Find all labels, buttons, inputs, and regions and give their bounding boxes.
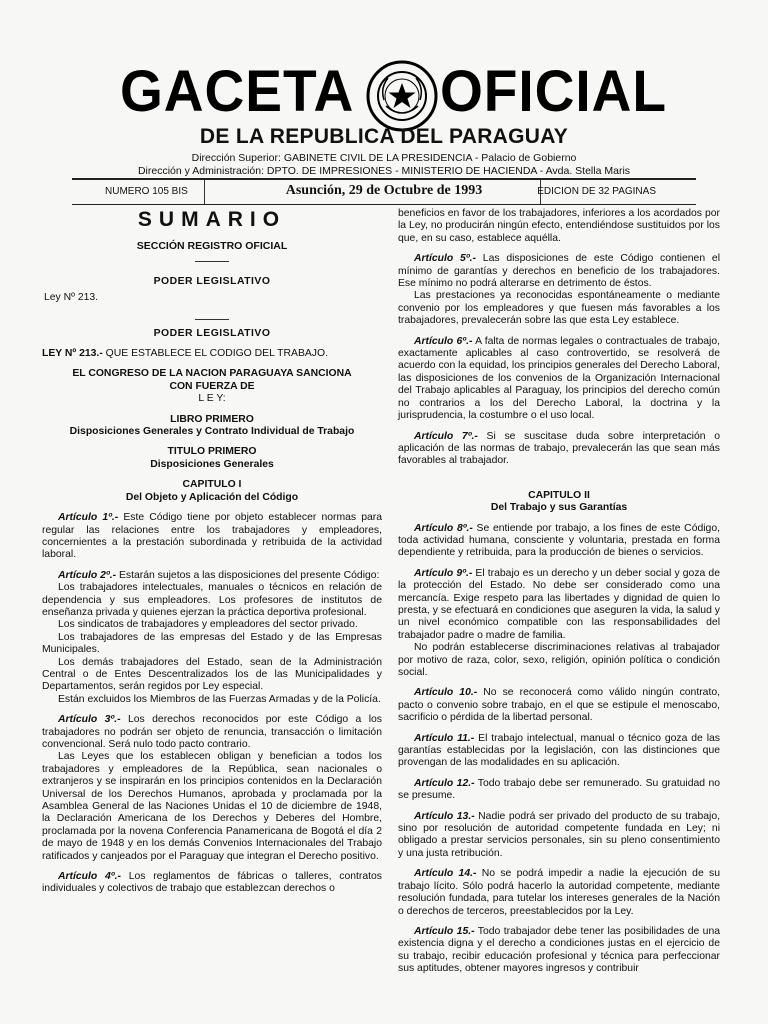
article-14: Artículo 14.- No se podrá impedir a nadie la ejecución de su trabajo lícito. Sólo podrá hacerlo la autoridad competente, mediante resolución fundada, para tutelar los intereses generales de la Nación o derechos de terceros, preestablecidos por la Ley. (398, 868, 720, 917)
national-seal-icon (366, 60, 438, 132)
ley-title: LEY Nº 213.- QUE ESTABLECE EL CODIGO DEL TRABAJO. (42, 348, 328, 360)
article-15: Artículo 15.- Todo trabajador debe tener las posibilidades de una existencia digna y el derecho a condiciones justas en el ejercicio de su trabajo, recibir educación profesional y técnica para perfeccionar sus aptitudes, obtener mayores ingresos y contribuir (398, 925, 721, 975)
left-column (42, 208, 382, 896)
issue-info-band (72, 178, 696, 205)
article-paragraph: Los demás trabajadores del Estado, sean de la Administración Central o de Entes Descentralizados los de las Municipalidades y Departamentos, serán regidos por Ley especial. (42, 656, 382, 693)
article-1: Artículo 1º.- Este Código tiene por objeto establecer normas para regular las relaciones entre los trabajadores y empleadores, concernientes a la prestación subordinada y retribuida de la actividad laboral. (42, 512, 383, 561)
titulo-subheading: Disposiciones Generales (150, 458, 274, 470)
article-3: Artículo 3º.- Los derechos reconocidos por este Código a los trabajadores no podrán ser objeto de renuncia, transacción o limitación convencional. Será nulo todo pacto contrario. (42, 714, 382, 750)
capitulo-subheading: Del Objeto y Aplicación del Código (125, 491, 299, 503)
article-4: Artículo 4º.- Los reglamentos de fábricas o talleres, contratos individuales y colectivos de trabajo que establezcan derechos o (42, 871, 383, 895)
congreso-line: CON FUERZA DE (169, 380, 255, 392)
article-11: Artículo 11.- El trabajo intelectual, manual o técnico goza de las garantías establecidas por la legislación, con las distinciones que provengan de las modalidades en su aplicación. (398, 732, 720, 769)
issue-number: NUMERO 105 BIS (105, 186, 188, 197)
libro-heading: LIBRO PRIMERO (170, 413, 254, 425)
ley-reference: Ley Nº 213. (44, 292, 99, 304)
masthead-word-right: OFICIAL (440, 59, 668, 124)
article-6: Artículo 6º.- A falta de normas legales o contractuales de trabajo, exactamente aplicables al caso controvertido, se resolverá de acuerdo con la equidad, los principios generales del Derecho Laboral, las disposiciones de los convenios de la Organización Internacional del Trabajo aplicables al Paraguay, los principios del derecho común no contrarios a los del Derecho Laboral, la doctrina y la jurisprudencia, la costumbre o el uso local. (398, 335, 720, 422)
article-paragraph: Las Leyes que los establecen obligan y benefician a todos los trabajadores y empleadores de la República, sean nacionales o extranjeros y se inspirarán en los principios contenidos en la Declaración Universal de los Derechos Humanos, aprobada y proclamada por la Asamblea General de las Naciones Unidas el 10 de diciembre de 1948, la Declaración Americana de los Derechos y Deberes del Hombre, proclamada por la novena Conferencia Panamericana de Bogotá el día 2 de mayo de 1948 y en los demás Convenios Internacionales del Trabajo ratificados y canjeados por el Paraguay que integran el Derecho positivo. (42, 751, 382, 862)
congreso-line: EL CONGRESO DE LA NACION PARAGUAYA SANCIONA (72, 368, 352, 380)
capitulo-heading: CAPITULO I (182, 479, 242, 491)
gazette-subtitle: DE LA REPUBLICA DEL PARAGUAY (199, 125, 569, 148)
poder-legislativo-heading: PODER LEGISLATIVO (153, 327, 271, 339)
article-5: Artículo 5º.- Las disposiciones de este Código contienen el mínimo de garantías y derechos en beneficio de los trabajadores. Ese mínimo no podrá alterarse en detrimento de éstos. (398, 253, 720, 290)
article-10: Artículo 10.- No se reconocerá como válido ningún contrato, pacto o convenio sobre trabajo, en el que se estipule el menoscabo, sacrificio o pérdida de la libertad personal. (398, 687, 721, 724)
masthead-word-left: GACETA (120, 59, 355, 124)
issue-date: Asunción, 29 de Octubre de 1993 (285, 183, 483, 198)
article-12: Artículo 12.- Todo trabajo debe ser remunerado. Su gratuidad no se presume. (398, 777, 720, 802)
article-9: Artículo 9º.- El trabajo es un derecho y un deber social y goza de la protección del Estado. No debe ser considerado como una mercancía. Exige respeto para las libertades y dignidad de quien lo presta, y se efectuará en condiciones que aseguren la vida, la salud y un nivel económico compatible con las responsabilidades del trabajador padre o madre de familia. (398, 567, 720, 641)
article-paragraph: Están excluidos los Miembros de las Fuerzas Armadas y de la Policía. (58, 693, 381, 705)
article-13: Artículo 13.- Nadie podrá ser privado del producto de su trabajo, sino por resolución de autoridad competente fundada en Ley; ni obligado a prestar servicios personales, sin su pleno consentimiento y una justa retribución. (398, 810, 720, 859)
article-paragraph: Las prestaciones ya reconocidas espontáneamente o mediante convenio por los empleadores y que fuesen más favorables a los trabajadores, prevalecerán sobre las que esta Ley establece. (398, 290, 720, 327)
poder-legislativo-heading: PODER LEGISLATIVO (153, 275, 271, 287)
right-column (398, 208, 720, 976)
direccion-administracion: Dirección y Administración: DPTO. DE IMPRESIONES - MINISTERIO DE HACIENDA - Avda. Stella Maris (137, 165, 631, 177)
ley-word: L E Y: (198, 393, 226, 405)
section-heading: SECCIÓN REGISTRO OFICIAL (136, 240, 288, 253)
article-continuation: beneficios en favor de los trabajadores, inferiores a los acordados por la Ley, no producirán ningún efecto, entendiéndose sustituidos por los que, en su caso, establece aquélla. (398, 208, 720, 244)
capitulo-heading: CAPITULO II (528, 489, 590, 501)
libro-subheading: Disposiciones Generales y Contrato Individual de Trabajo (69, 426, 355, 438)
article-2: Artículo 2º.- Estarán sujetos a las disposiciones del presente Código: (58, 569, 380, 581)
sumario-heading: SUMARIO (137, 208, 287, 231)
article-paragraph: No podrán establecerse discriminaciones relativas al trabajador por motivo de raza, color, sexo, religión, opinión política o condición social. (398, 642, 720, 678)
edition-info: EDICION DE 32 PAGINAS (537, 186, 656, 197)
direccion-superior: Dirección Superior: GABINETE CIVIL DE LA PRESIDENCIA - Palacio de Gobierno (191, 152, 577, 164)
article-paragraph: Los trabajadores de las empresas del Estado y de las Empresas Municipales. (42, 631, 382, 656)
article-8: Artículo 8º.- Se entiende por trabajo, a los fines de este Código, toda actividad humana, consciente y voluntaria, prestada en forma dependiente y retribuida, para la producción de bienes o servicios. (398, 522, 720, 559)
article-paragraph: Los sindicatos de trabajadores y empleadores del sector privado. (58, 619, 358, 631)
article-7: Artículo 7º.- Si se suscitase duda sobre interpretación o aplicación de las normas de trabajo, prevalecerán las que sean más favorables al trabajador. (398, 430, 721, 467)
capitulo-subheading: Del Trabajo y sus Garantías (490, 502, 628, 514)
titulo-heading: TITULO PRIMERO (167, 446, 257, 458)
article-paragraph: Los trabajadores intelectuales, manuales o técnicos en relación de dependencia y sus empleadores. Los profesores de institutos de enseñanza privada y quienes ejerzan la práctica deportiva profesional. (42, 582, 382, 618)
